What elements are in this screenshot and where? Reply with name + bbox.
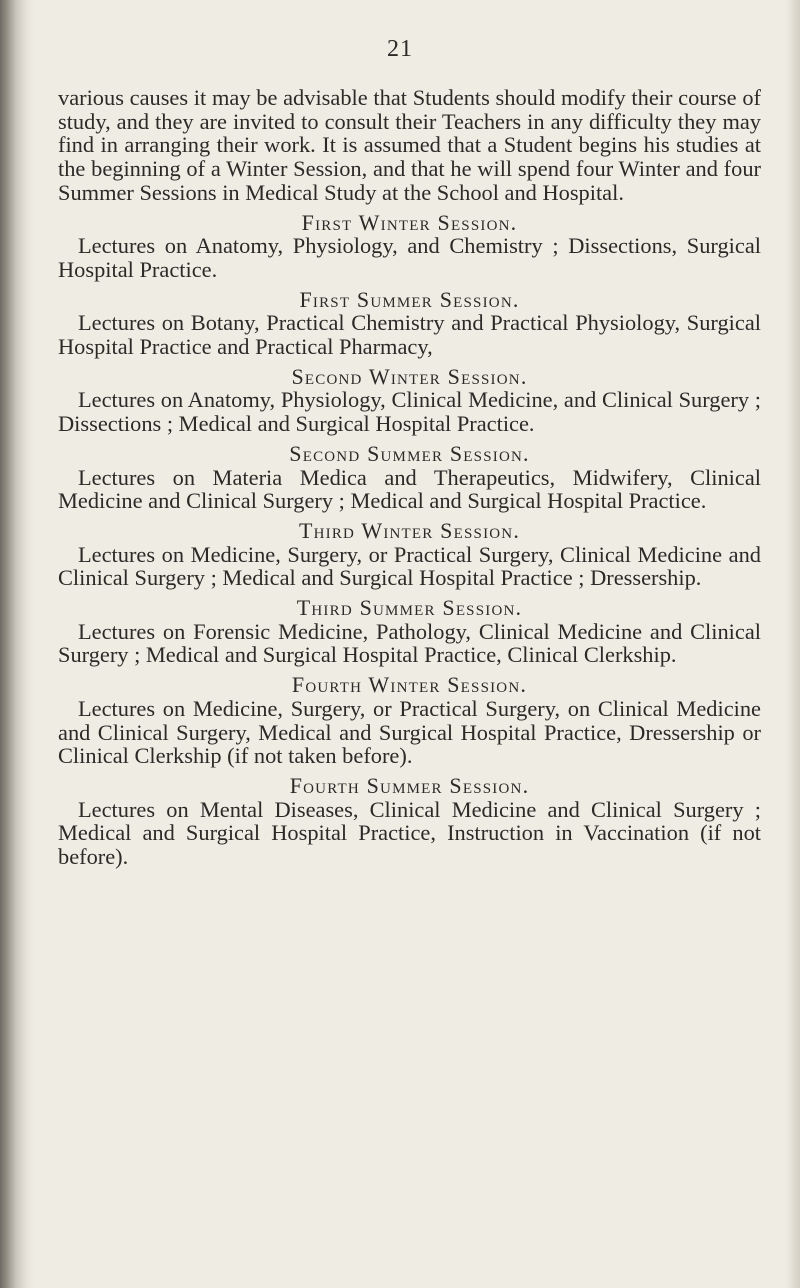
session-heading: Fourth Summer Session. — [289, 772, 530, 798]
session-third-summer — [58, 596, 761, 667]
intro-paragraph: various causes it may be advisable that Students should modify their course of study, and they are invited to consult their Teachers in any difficulty they may find in arranging their work. It is assumed that a Student begins his studies at the beginning of a Winter Session, and that he will spend four Winter and four Summer Sessions in Medical Study at the School and Hospital. — [58, 85, 761, 205]
session-body: Lectures on Forensic Medicine, Pathology, Clinical Medicine and Clinical Surgery ; Medical and Surgical Hospital Practice, Clinical Clerkship. — [58, 618, 761, 668]
session-heading: Fourth Winter Session. — [291, 672, 528, 698]
session-heading: Second Summer Session. — [289, 440, 530, 466]
session-fourth-summer — [58, 774, 761, 869]
session-third-winter — [58, 519, 761, 590]
session-second-winter — [58, 365, 761, 436]
session-body: Lectures on Medicine, Surgery, or Practical Surgery, on Clinical Medicine and Clinical Surgery, Medical and Surgical Hospital Practice, Dressership or Clinical Clerkship (if not taken before). — [58, 695, 761, 769]
session-first-winter — [58, 211, 761, 282]
page-number: 21 — [387, 36, 413, 62]
page-body — [58, 86, 761, 869]
session-fourth-winter — [58, 673, 761, 768]
session-heading: Third Summer Session. — [296, 595, 523, 621]
session-body: Lectures on Medicine, Surgery, or Practical Surgery, Clinical Medicine and Clinical Surgery ; Medical and Surgical Hospital Practice ; Dressership. — [58, 541, 761, 591]
page-edge — [786, 0, 800, 1288]
session-heading: First Summer Session. — [299, 286, 520, 312]
session-body: Lectures on Botany, Practical Chemistry and Practical Physiology, Surgical Hospital Practice and Practical Pharmacy, — [58, 310, 761, 360]
session-body: Lectures on Anatomy, Physiology, Clinical Medicine, and Clinical Surgery ; Dissections ; Medical and Surgical Hospital Practice. — [58, 387, 761, 437]
session-heading: Third Winter Session. — [298, 517, 521, 543]
session-body: Lectures on Anatomy, Physiology, and Chemistry ; Dissections, Surgical Hospital Practice. — [58, 233, 761, 282]
page-binding-shadow — [0, 0, 34, 1288]
session-heading: First Winter Session. — [301, 209, 518, 235]
session-body: Lectures on Materia Medica and Therapeutics, Midwifery, Clinical Medicine and Clinical Surgery ; Medical and Surgical Hospital Practice. — [58, 464, 761, 514]
session-body: Lectures on Mental Diseases, Clinical Medicine and Clinical Surgery ; Medical and Surgical Hospital Practice, Instruction in Vaccination (if not before). — [58, 796, 761, 870]
session-heading: Second Winter Session. — [291, 363, 528, 389]
session-second-summer — [58, 442, 761, 513]
session-first-summer — [58, 288, 761, 359]
